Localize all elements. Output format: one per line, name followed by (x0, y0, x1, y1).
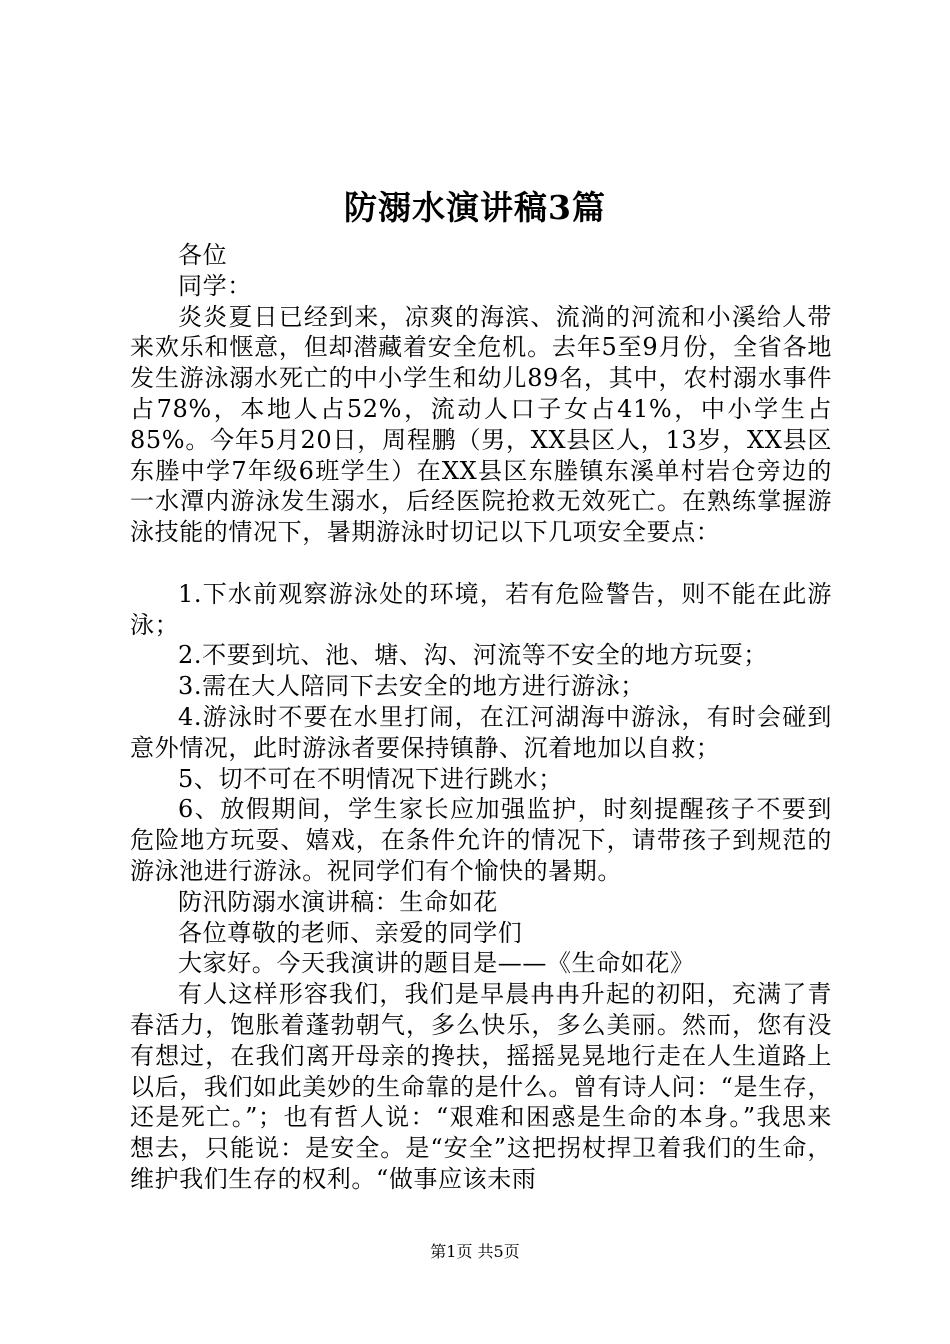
paragraph: 各位尊敬的老师、亲爱的同学们 (178, 918, 523, 947)
paragraph: 5、切不可在不明情况下进行跳水； (178, 764, 563, 793)
page-footer: 第1页 共5页 (430, 1242, 520, 1261)
paragraph: 4.游泳时不要在水里打闹，在江河湖海中游泳，有时会碰到意外情况，此时游泳者要保持镇静、沉着地加以自救； (130, 702, 832, 762)
paragraph: 2.不要到坑、池、塘、沟、河流等不安全的地方玩耍； (178, 641, 768, 670)
paragraph: 同学： (178, 271, 252, 300)
paragraph: 各位 (178, 241, 228, 269)
paragraph: 大家好。今天我演讲的题目是——《生命如花》 (178, 949, 695, 978)
paragraph: 6、放假期间，学生家长应加强监护，时刻提醒孩子不要到危险地方玩耍、嬉戏，在条件允许的情况下，请带孩子到规范的游泳池进行游泳。祝同学们有个愉快的暑期。 (130, 795, 832, 885)
document-title: 防溺水演讲稿3篇 (344, 188, 606, 227)
paragraph: 炎炎夏日已经到来，凉爽的海滨、流淌的河流和小溪给人带来欢乐和惬意，但却潜藏着安全危机。去年5至9月份，全省各地发生游泳溺水死亡的中小学生和幼儿89名，其中，农村溺水事件占78%，本地人占52%，流动人口子女占41%，中小学生占85%。今年5月20日，周程鹏（男，XX县区人，13岁，XX县区东塍中学7年级6班学生）在XX县区东塍镇东溪单村岩仓旁边的一水潭内游泳发生溺水，后经医院抢救无效死亡。在熟练掌握游泳技能的情况下，暑期游泳时切记以下几项安全要点： (130, 302, 832, 547)
blank-paragraph (130, 548, 832, 579)
paragraph: 有人这样形容我们，我们是早晨冉冉升起的初阳，充满了青春活力，饱胀着蓬勃朝气，多么快乐，多么美丽。然而，您有没有想过，在我们离开母亲的搀扶，摇摇晃晃地行走在人生道路上以后，我们如此美妙的生命靠的是什么。曾有诗人问：“是生存，还是死亡。”；也有哲人说：“艰难和困惑是生命的本身。”我思来想去，只能说：是安全。是“安全”这把拐杖捍卫着我们的生命，维护我们生存的权利。“做事应该未雨 (130, 980, 832, 1193)
paragraph: 1.下水前观察游泳处的环境，若有危险警告，则不能在此游泳； (130, 579, 832, 639)
subheading: 防汛防溺水演讲稿：生命如花 (178, 887, 498, 916)
document-body (130, 240, 832, 1195)
paragraph: 3.需在大人陪同下去安全的地方进行游泳； (178, 672, 645, 701)
